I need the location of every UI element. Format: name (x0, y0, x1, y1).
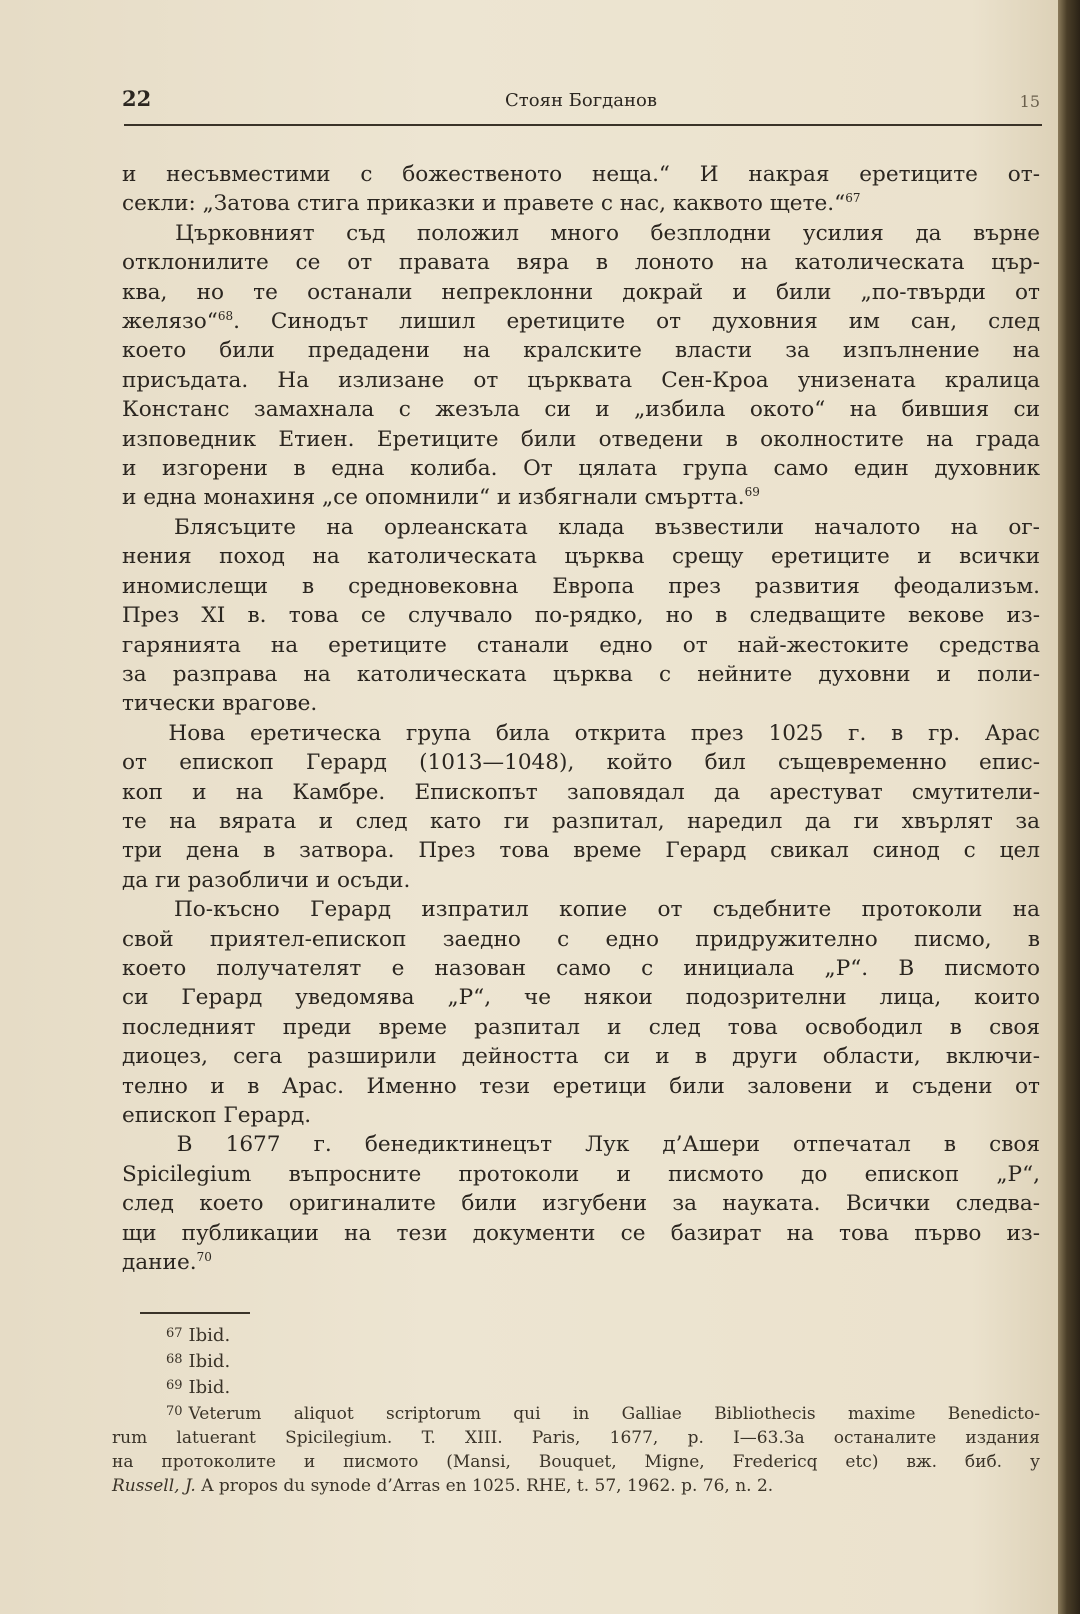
page-header (122, 82, 1040, 122)
text-line: Spicilegium въпросните протоколи и писмото до епископ „Р“, (122, 1161, 1040, 1187)
footnote-ref: 69 (744, 485, 760, 500)
footnote-69: $^{69}$ Ibid. (166, 1377, 231, 1398)
text-line: след което оригиналите били изгубени за науката. Всички следва- (122, 1191, 1040, 1217)
text-line: епископ Герард. (122, 1103, 312, 1128)
text-line: присъдата. На излизане от църквата Сен-Кроа унизената кралица (122, 367, 1040, 393)
footnote-70-line: $^{70}$ Veterum aliquot scriptorum qui in Galliae Bibliothecis maxime Benedicto- (166, 1404, 1040, 1424)
text-line: което получателят е назован само с инициала „Р“. В писмото (122, 955, 1040, 981)
footnote-70-line: на протоколите и писмото (Mansi, Bouquet, Migne, Fredericq etc) вж. биб. у (112, 1452, 1040, 1472)
text-line: желязо“$^{68}$. Синодът лишил еретиците от духовния им сан, след (122, 309, 1040, 335)
footnote-author: Russell, J. (112, 1476, 196, 1496)
text-line: ква, но те останали непреклонни докрай и били „по-твърди от (122, 279, 1040, 305)
text-line: В 1677 г. бенедиктинецът Лук д’Ашери отпечатал в своя (176, 1132, 1040, 1158)
text-line: и изгорени в една колиба. От цялата група само един духовник (122, 456, 1040, 482)
text-line: нения поход на католическата църква срещу еретиците и всички (122, 544, 1040, 570)
text-line: телно и в Арас. Именно тези еретици били заловени и съдени от (122, 1073, 1040, 1099)
text-line: Констанс замахнала с жезъла си и „избила окото“ на бившия си (122, 397, 1040, 423)
text-line: изповедник Етиен. Еретиците били отведени в околностите на града (122, 426, 1040, 452)
footnote-ref: 70 (196, 1250, 212, 1265)
text-line: си Герард уведомява „Р“, че някои подозрителни лица, които (122, 985, 1040, 1011)
text-line: Църковният съд положил много безплодни усилия да върне (175, 220, 1040, 246)
text-line: което били предадени на кралските власти за изпълнение на (122, 338, 1040, 364)
text-line: През XI в. това се случвало по-рядко, но в следващите векове из- (122, 603, 1040, 629)
footnote-68: $^{68}$ Ibid. (166, 1351, 231, 1372)
text-line: тически врагове. (122, 691, 318, 717)
footnote-ref: 67 (845, 191, 861, 206)
text-line: последният преди време разпитал и след това освободил в своя (122, 1014, 1040, 1040)
text-line: Нова еретическа група била открита през 1025 г. в гр. Арас (168, 720, 1040, 746)
footnote-70-line: Russell, J. A propos du synode d’Arras en 1025. RHE, t. 57, 1962. p. 76, n. 2. (112, 1476, 774, 1496)
footnote-70-line: rum latuerant Spicilegium. T. XIII. Paris, 1677, p. I—63.За останалите издания (112, 1428, 1040, 1448)
header-rule (124, 124, 1042, 126)
text-line: По-късно Герард изпратил копие от съдебните протоколи на (173, 897, 1040, 923)
text-line: коп и на Камбре. Епископът заповядал да арестуват смутители- (122, 779, 1040, 805)
text-line: гарянията на еретиците станали едно от най-жестоките средства (122, 632, 1040, 658)
text-line: за разправа на католическата църква с нейните духовни и поли- (122, 661, 1040, 687)
footnote-ref: 68 (217, 309, 234, 324)
text-line: те на вярата и след като ги разпитал, наредил да ги хвърлят за (122, 808, 1040, 834)
text-line: отклонилите се от правата вяра в лоното на католическата цър- (122, 250, 1040, 276)
text-line: свой приятел-епископ заедно с едно придружително писмо, в (122, 926, 1040, 952)
text-line: и една монахиня „се опомнили“ и избягнали смъртта.$^{69}$ (122, 485, 760, 511)
show-through-number: 15 (1019, 92, 1040, 111)
text-line: дание.$^{70}$ (122, 1250, 212, 1276)
footnotes (112, 1322, 1040, 1498)
text-line: да ги разобличи и осъди. (122, 867, 411, 893)
text-line: иномислещи в средновековна Европа през развития феодализъм. (122, 573, 1040, 599)
text-line: Блясъците на орлеанската клада възвестили началото на ог- (173, 514, 1040, 540)
page-number: 22 (122, 86, 152, 111)
book-spine (1058, 0, 1080, 1614)
text-line: секли: „Затова стига приказки и правете с нас, каквото щете.“$^{67}$ (122, 191, 861, 217)
body-text (122, 160, 1040, 1277)
footnote-rule (140, 1312, 250, 1314)
text-line: от епископ Герард (1013—1048), който бил същевременно епис- (122, 750, 1040, 776)
footnote-67: $^{67}$ Ibid. (166, 1325, 231, 1346)
text-line: и несъвместими с божественото неща.“ И накрая еретиците от- (122, 162, 1040, 187)
text-line: три дена в затвора. През това време Герард свикал синод с цел (122, 838, 1040, 864)
text-line: щи публикации на тези документи се базират на това първо из- (122, 1220, 1040, 1246)
running-title: Стоян Богданов (505, 90, 657, 111)
text-line: диоцез, сега разширили дейността си и в други области, включи- (122, 1044, 1040, 1070)
